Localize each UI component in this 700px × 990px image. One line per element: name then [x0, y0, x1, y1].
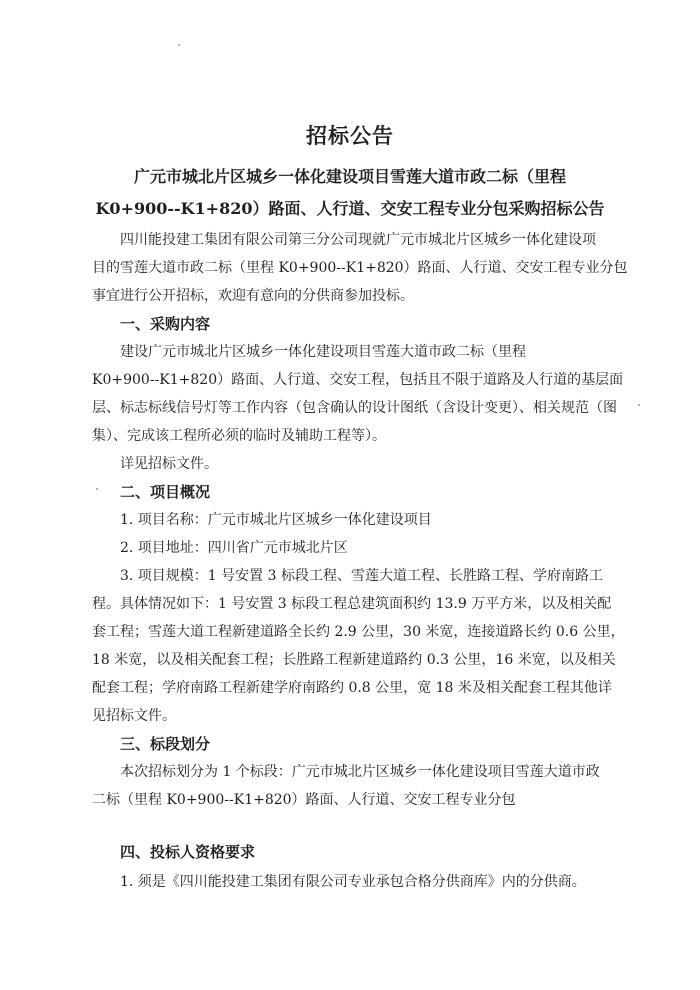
section-2-heading: 二、项目概况 — [120, 483, 211, 501]
project-scale-line-6: 见招标文件。 — [92, 708, 176, 724]
section-4-item-1: 1. 须是《四川能投建工集团有限公司专业承包合格分供商库》内的分供商。 — [120, 874, 586, 890]
project-scale-line-3: 套工程；雪莲大道工程新建道路全长约 2.9 公里，30 米宽，连接道路长约 0.6 公里， — [92, 624, 625, 640]
project-scale-line-1: 3. 项目规模：1 号安置 3 标段工程、雪莲大道工程、长胜路工程、学府南路工 — [120, 568, 603, 584]
intro-line-3: 事宜进行公开招标，欢迎有意向的分供商参加投标。 — [92, 288, 414, 304]
intro-line-2: 目的雪莲大道市政二标（里程 K0+900--K1+820）路面、人行道、交安工程专业分包 — [92, 260, 628, 276]
project-address: 2. 项目地址：四川省广元市城北片区 — [120, 540, 348, 556]
document-title: 招标公告 — [306, 123, 394, 148]
scan-speck — [178, 44, 180, 46]
section-1-line-3: 层、标志标线信号灯等工作内容（包含确认的设计图纸（含设计变更）、相关规范（图 — [92, 400, 617, 416]
project-scale-line-5: 配套工程；学府南路工程新建学府南路约 0.8 公里，宽 18 米及相关配套工程其他详 — [92, 680, 612, 696]
project-name: 1. 项目名称：广元市城北片区城乡一体化建设项目 — [120, 512, 432, 528]
scan-speck — [96, 488, 98, 490]
intro-line-1: 四川能投建工集团有限公司第三分公司现就广元市城北片区城乡一体化建设项 — [120, 232, 596, 248]
section-1-line-1: 建设广元市城北片区城乡一体化建设项目雪莲大道市政二标（里程 — [120, 344, 526, 360]
scan-speck — [638, 404, 640, 406]
subtitle-line-1: 广元市城北片区城乡一体化建设项目雪莲大道市政二标（里程 — [133, 167, 566, 186]
section-4-heading: 四、投标人资格要求 — [120, 843, 256, 861]
project-scale-line-4: 18 米宽，以及相关配套工程；长胜路工程新建道路约 0.3 公里，16 米宽，以及相关 — [92, 652, 616, 668]
section-3-line-2: 二标（里程 K0+900--K1+820）路面、人行道、交安工程专业分包 — [92, 792, 516, 808]
section-1-heading: 一、采购内容 — [120, 315, 211, 333]
section-3-heading: 三、标段划分 — [120, 735, 211, 753]
section-3-line-1: 本次招标划分为 1 个标段：广元市城北片区城乡一体化建设项目雪莲大道市政 — [120, 764, 600, 780]
section-1-line-4: 集）、完成该工程所必须的临时及辅助工程等）。 — [92, 428, 386, 444]
subtitle-line-2: K0+900--K1+820）路面、人行道、交安工程专业分包采购招标公告 — [95, 199, 605, 218]
section-1-line-2: K0+900--K1+820）路面、人行道、交安工程，包括且不限于道路及人行道的基层面 — [92, 372, 624, 388]
project-scale-line-2: 程。具体情况如下：1 号安置 3 标段工程总建筑面积约 13.9 万平方米，以及相关配 — [92, 596, 612, 612]
section-1-note: 详见招标文件。 — [120, 456, 218, 472]
